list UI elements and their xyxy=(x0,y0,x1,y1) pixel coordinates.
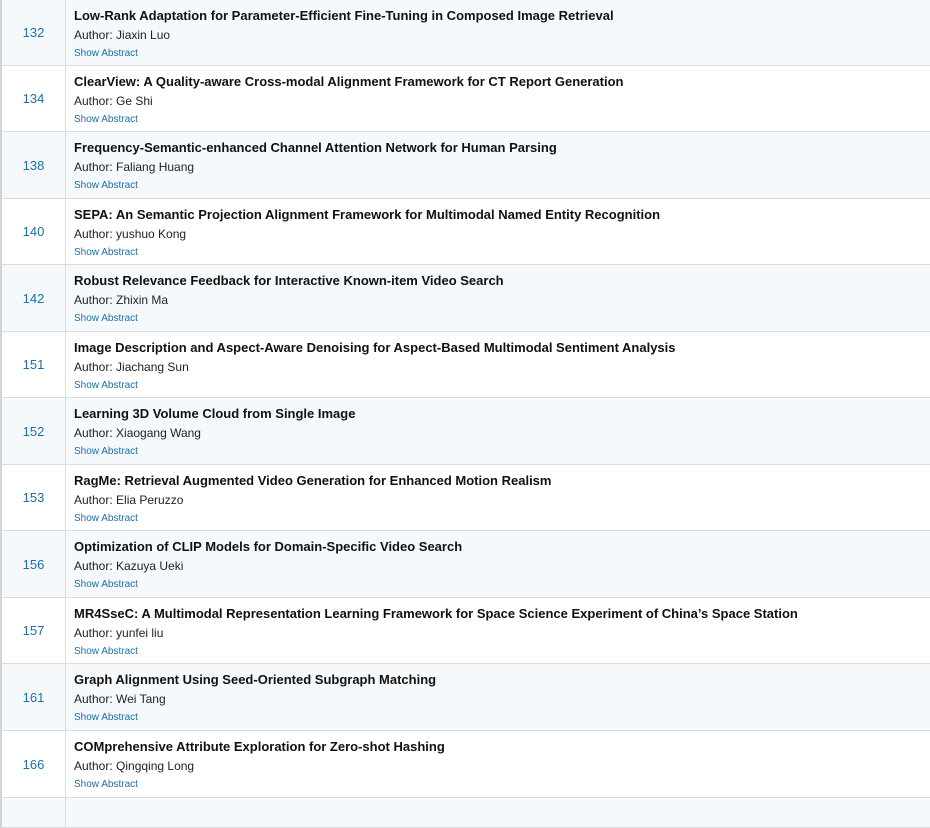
paper-id: 151 xyxy=(2,332,66,397)
paper-title: SEPA: An Semantic Projection Alignment Framework for Multimodal Named Entity Recognition xyxy=(74,207,661,222)
paper-id: 157 xyxy=(2,598,66,663)
paper-title: MR4SseC: A Multimodal Representation Learning Framework for Space Science Experiment of China’s Space Station xyxy=(74,606,798,621)
paper-details xyxy=(66,664,930,730)
paper-details xyxy=(66,0,930,65)
show-abstract-link[interactable]: Show Abstract xyxy=(74,180,138,191)
table-row xyxy=(2,66,930,132)
paper-id: 142 xyxy=(2,265,66,331)
paper-details xyxy=(66,598,930,663)
show-abstract-link[interactable]: Show Abstract xyxy=(74,313,138,324)
table-row xyxy=(2,265,930,332)
paper-id: 134 xyxy=(2,66,66,131)
paper-details xyxy=(66,531,930,597)
paper-details xyxy=(66,731,930,797)
show-abstract-link[interactable]: Show Abstract xyxy=(74,446,138,457)
paper-details xyxy=(66,265,930,331)
paper-details-empty xyxy=(66,798,930,827)
paper-details xyxy=(66,132,930,198)
show-abstract-link[interactable]: Show Abstract xyxy=(74,579,138,590)
paper-author: Author: Ge Shi xyxy=(74,94,153,108)
paper-author: Author: yunfei liu xyxy=(74,626,164,640)
show-abstract-link[interactable]: Show Abstract xyxy=(74,114,138,125)
paper-title: Frequency-Semantic-enhanced Channel Attention Network for Human Parsing xyxy=(74,140,557,155)
show-abstract-link[interactable]: Show Abstract xyxy=(74,712,138,723)
paper-title: Learning 3D Volume Cloud from Single Image xyxy=(74,406,356,421)
table-row xyxy=(2,332,930,398)
paper-author: Author: Wei Tang xyxy=(74,692,166,706)
paper-id: 140 xyxy=(2,199,66,264)
show-abstract-link[interactable]: Show Abstract xyxy=(74,513,138,524)
paper-author: Author: yushuo Kong xyxy=(74,227,187,241)
paper-title: Robust Relevance Feedback for Interactive Known-item Video Search xyxy=(74,273,504,288)
table-row xyxy=(2,598,930,664)
paper-id: 166 xyxy=(2,731,66,797)
paper-details xyxy=(66,199,930,264)
table-row xyxy=(2,531,930,598)
paper-id: 138 xyxy=(2,132,66,198)
show-abstract-link[interactable]: Show Abstract xyxy=(74,646,138,657)
paper-title: RagMe: Retrieval Augmented Video Generation for Enhanced Motion Realism xyxy=(74,473,552,488)
paper-author: Author: Jiaxin Luo xyxy=(74,28,171,42)
table-row xyxy=(2,0,930,66)
paper-author: Author: Qingqing Long xyxy=(74,759,195,773)
show-abstract-link[interactable]: Show Abstract xyxy=(74,247,138,258)
table-row xyxy=(2,798,930,828)
paper-title: Image Description and Aspect-Aware Denoising for Aspect-Based Multimodal Sentiment Analysis xyxy=(74,340,676,355)
paper-author: Author: Elia Peruzzo xyxy=(74,493,184,507)
paper-details xyxy=(66,66,930,131)
paper-title: Graph Alignment Using Seed-Oriented Subgraph Matching xyxy=(74,672,437,687)
paper-author: Author: Zhixin Ma xyxy=(74,293,169,307)
show-abstract-link[interactable]: Show Abstract xyxy=(74,380,138,391)
paper-id: 152 xyxy=(2,398,66,464)
paper-title: ClearView: A Quality-aware Cross-modal Alignment Framework for CT Report Generation xyxy=(74,74,624,89)
paper-id: 156 xyxy=(2,531,66,597)
paper-title: Optimization of CLIP Models for Domain-Specific Video Search xyxy=(74,539,463,554)
table-row xyxy=(2,199,930,265)
show-abstract-link[interactable]: Show Abstract xyxy=(74,779,138,790)
paper-author: Author: Jiachang Sun xyxy=(74,360,189,374)
paper-details xyxy=(66,465,930,530)
table-row xyxy=(2,731,930,798)
paper-author: Author: Xiaogang Wang xyxy=(74,426,201,440)
paper-author: Author: Faliang Huang xyxy=(74,160,195,174)
table-row xyxy=(2,398,930,465)
paper-details xyxy=(66,398,930,464)
paper-id: 132 xyxy=(2,0,66,65)
table-row xyxy=(2,664,930,731)
table-row xyxy=(2,132,930,199)
paper-id: 153 xyxy=(2,465,66,530)
paper-author: Author: Kazuya Ueki xyxy=(74,559,184,573)
paper-details xyxy=(66,332,930,397)
paper-title: Low-Rank Adaptation for Parameter-Efficient Fine-Tuning in Composed Image Retrieval xyxy=(74,8,614,23)
paper-title: COMprehensive Attribute Exploration for Zero-shot Hashing xyxy=(74,739,445,754)
paper-id-empty xyxy=(2,798,66,827)
table-row xyxy=(2,465,930,531)
show-abstract-link[interactable]: Show Abstract xyxy=(74,48,138,59)
paper-id: 161 xyxy=(2,664,66,730)
